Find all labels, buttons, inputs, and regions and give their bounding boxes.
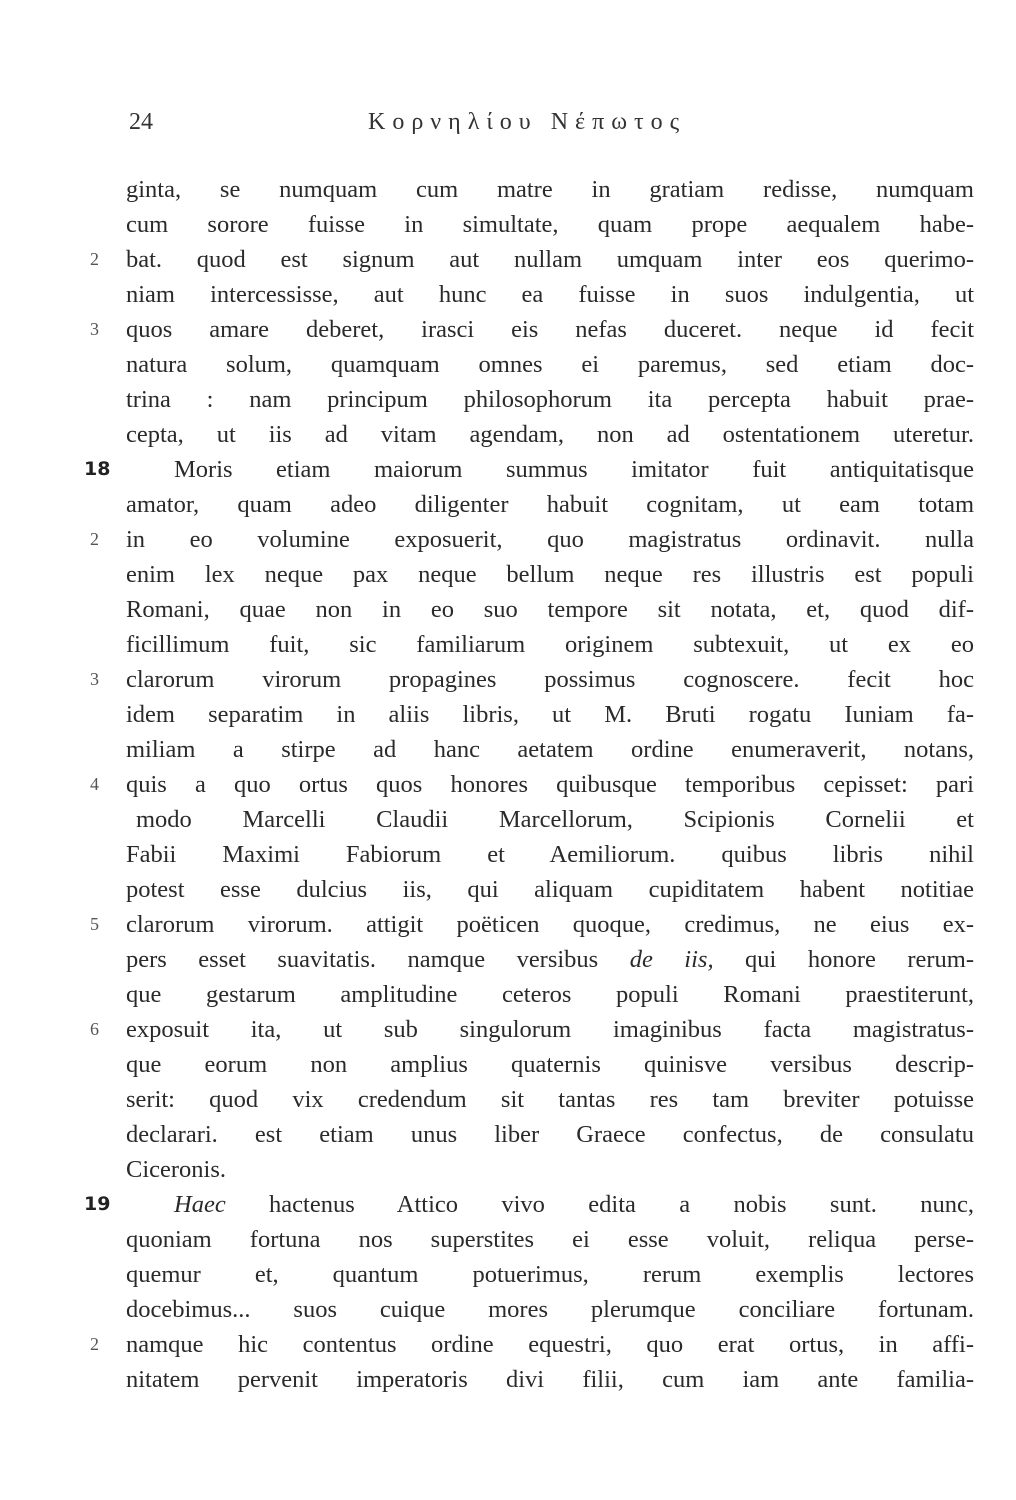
text-line: natura solum, quamquam omnes ei paremus, sed etiam doc- xyxy=(126,351,974,378)
italic-text: Haec xyxy=(174,1191,226,1218)
text-line: 2 namque hic contentus ordine equestri, quo erat ortus, in affi- xyxy=(126,1327,974,1362)
margin-chapter-number: 19 xyxy=(84,1193,111,1215)
text-line: 18 Moris etiam maiorum summus imitator fuit antiquitatisque xyxy=(126,452,974,487)
running-head: Κορνηλίου Νέπωτος xyxy=(368,109,687,135)
text-line: ficillimum fuit, sic familiarum originem subtexuit, ut ex eo xyxy=(126,631,974,658)
text-line: niam intercessisse, aut hunc ea fuisse in suos indulgentia, ut xyxy=(126,281,974,308)
text-line: 3 quos amare deberet, irasci eis nefas duceret. neque id fecit xyxy=(126,312,974,347)
text-line: quoniam fortuna nos superstites ei esse voluit, reliqua perse- xyxy=(126,1226,974,1253)
margin-section-number: 3 xyxy=(90,669,99,689)
text-line: 4 quis a quo ortus quos honores quibusque temporibus cepisset: pari xyxy=(126,767,974,802)
text-line: serit: quod vix credendum sit tantas res tam breviter potuisse xyxy=(126,1086,974,1113)
text-line: Ciceronis. xyxy=(126,1156,227,1183)
text-line: enim lex neque pax neque bellum neque res illustris est populi xyxy=(126,561,974,588)
text-line: trina : nam principum philosophorum ita percepta habuit prae- xyxy=(126,386,974,413)
margin-section-number: 5 xyxy=(90,914,99,934)
text-line: pers esset suavitatis. namque versibus de iis, qui honore rerum- xyxy=(126,946,974,973)
text-line: idem separatim in aliis libris, ut M. Bruti rogatu Iuniam fa- xyxy=(126,701,974,728)
text-line: ginta, se numquam cum matre in gratiam redisse, numquam xyxy=(126,176,974,203)
margin-section-number: 2 xyxy=(90,1334,99,1354)
margin-section-number: 3 xyxy=(90,319,99,339)
text-line: declarari. est etiam unus liber Graece confectus, de consulatu xyxy=(126,1121,974,1148)
margin-chapter-number: 18 xyxy=(84,458,111,480)
text-line: potest esse dulcius iis, qui aliquam cupiditatem habent notitiae xyxy=(126,876,974,903)
text-line: nitatem pervenit imperatoris divi filii, cum iam ante familia- xyxy=(126,1366,974,1393)
text-line: 6 exposuit ita, ut sub singulorum imaginibus facta magistratus- xyxy=(126,1012,974,1047)
page-number: 24 xyxy=(129,109,153,135)
text-line: Romani, quae non in eo suo tempore sit notata, et, quod dif- xyxy=(126,596,974,623)
margin-section-number: 6 xyxy=(90,1019,99,1039)
text-line: 2 bat. quod est signum aut nullam umquam inter eos querimo- xyxy=(126,242,974,277)
text-line: miliam a stirpe ad hanc aetatem ordine enumeraverit, notans, xyxy=(126,736,974,763)
text-line: modo Marcelli Claudii Marcellorum, Scipionis Cornelii et xyxy=(136,806,974,833)
text-line: 5 clarorum virorum. attigit poëticen quoque, credimus, ne eius ex- xyxy=(126,907,974,942)
text-line: 19 Haec hactenus Attico vivo edita a nobis sunt. nunc, xyxy=(126,1187,974,1222)
margin-section-number: 2 xyxy=(90,529,99,549)
margin-section-number: 2 xyxy=(90,249,99,269)
text-line: quemur et, quantum potuerimus, rerum exemplis lectores xyxy=(126,1261,974,1288)
italic-text: de iis, xyxy=(629,946,714,973)
text-line: que gestarum amplitudine ceteros populi Romani praestiterunt, xyxy=(126,981,974,1008)
body-text xyxy=(84,172,974,1397)
text-line: 3 clarorum virorum propagines possimus cognoscere. fecit hoc xyxy=(126,662,974,697)
text-line: cepta, ut iis ad vitam agendam, non ad ostentationem uteretur. xyxy=(126,421,974,448)
text-line: que eorum non amplius quaternis quinisve versibus descrip- xyxy=(126,1051,974,1078)
text-line: amator, quam adeo diligenter habuit cognitam, ut eam totam xyxy=(126,491,974,518)
margin-section-number: 4 xyxy=(90,774,99,794)
text-line: Fabii Maximi Fabiorum et Aemiliorum. quibus libris nihil xyxy=(126,841,974,868)
text-line: cum sorore fuisse in simultate, quam prope aequalem habe- xyxy=(126,211,974,238)
text-line: 2 in eo volumine exposuerit, quo magistratus ordinavit. nulla xyxy=(126,522,974,557)
text-line: docebimus... suos cuique mores plerumque conciliare fortunam. xyxy=(126,1296,974,1323)
